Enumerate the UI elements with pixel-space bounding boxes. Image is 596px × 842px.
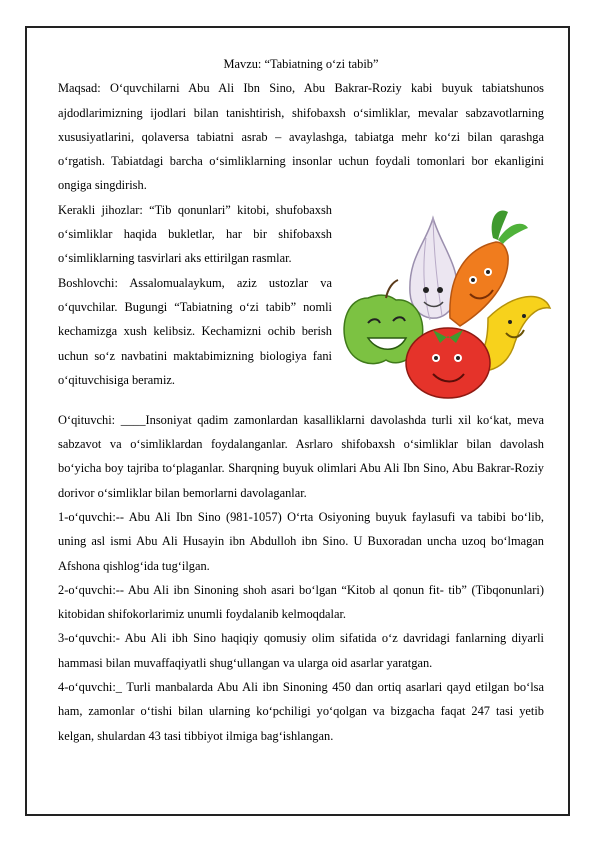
equipment-paragraph: Kerakli jihozlar: “Tib qonunlari” kitobi, shufobaxsh oʻsimliklar haqida bukletlar, har bir shifobaxsh oʻsimliklarning tasvirlari aks ettirilgan rasmlar. — [58, 202, 332, 266]
student-2-paragraph: 2-oʻquvchi:-- Abu Ali ibn Sinoning shoh asari boʻlgan “Kitob al qonun fit- tib” (Tibqonunlari) kitobidan shifokorlarimiz unumli foydalanib kelmoqdalar. — [58, 582, 544, 622]
student-1-paragraph: 1-oʻquvchi:-- Abu Ali Ibn Sino (981-1057) Oʻrta Osiyoning buyuk faylasufi va tabibi boʻlib, uning asl ismi Abu Ali Husayin ibn Abdulloh ibn Sino. U Buxoradan uncha uzoq boʻlmagan Afshona qishlogʻida tugʻilgan. — [58, 509, 544, 573]
host-paragraph: Boshlovchi: Assalomualaykum, aziz ustozlar va oʻquvchilar. Bugungi “Tabiatning oʻzi tabib” nomli kechamizga xush kelibsiz. Kechamizni ochib berish uchun soʻz navbatini maktabimizning biologiya fani oʻqituvchisiga beramiz. — [58, 275, 332, 387]
student-4-paragraph: 4-oʻquvchi:_ Turli manbalarda Abu Ali ibn Sinoning 450 dan ortiq asarlari qayd etilgan boʻlsa ham, zamonlar oʻtishi bilan ularning koʻpchiligi yoʻqolgan va bizgacha faqat 247 tasi yetib kelgan, shulardan 43 tasi tibbiyot ilmiga bagʻishlangan. — [58, 680, 544, 743]
vegetables-illustration — [338, 198, 552, 408]
cartoon-vegetables-icon — [338, 198, 552, 408]
goal-paragraph: Maqsad: Oʻquvchilarni Abu Ali Ibn Sino, Abu Bakrar-Roziy kabi buyuk tabiatshunos ajdodlarimizning ijodlari bilan tanishtirish, shifobaxsh oʻsimliklar, mevalar sabzavotlarning xususiyatlarini, qolaversa tabiatni asrab – avaylashga, tabiatga mehr koʻzi bilan qarashga oʻrgatish. Tabiatdagi barcha oʻsimliklarning insonlar uchun foydali tomonlari bor ekanligini ongiga singdirish. — [58, 81, 544, 193]
document-body — [58, 52, 544, 748]
student-3-paragraph: 3-oʻquvchi:- Abu Ali ibh Sino haqiqiy qomusiy olim sifatida oʻz davridagi fanlarning diyarli hammasi bilan muvaffaqiyatli shugʻullangan va ularga oid asarlar yaratgan. — [58, 631, 544, 670]
teacher-paragraph: Oʻqituvchi: ____Insoniyat qadim zamonlardan kasalliklarni davolashda turli xil koʻkat, meva sabzavot va oʻsimliklardan foydalanganlar. Asrlaro shifobaxsh oʻsimliklar bilan davolash boʻyicha boy tajriba toʻplaganlar. Sharqning buyuk olimlari Abu Ali Ibn Sino, Abu Bakrar-Roziy dorivor oʻsimliklar bilan bemorlarni davolaganlar. — [58, 412, 544, 500]
page-title: Mavzu: “Tabiatning oʻzi tabib” — [223, 57, 379, 71]
